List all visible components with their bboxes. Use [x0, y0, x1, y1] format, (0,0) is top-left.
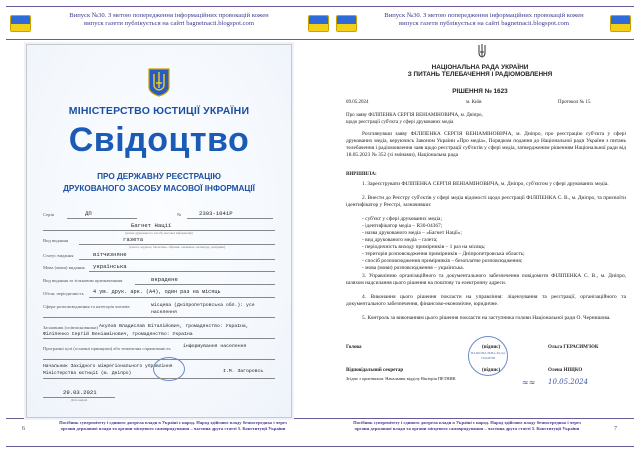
decision-org-line-1: НАЦІОНАЛЬНА РАДА УКРАЇНИ — [431, 64, 529, 71]
media-name-value: Багнет Нації — [131, 222, 172, 229]
distribution-label: Сфера розповсюдження та категорія читачів — [43, 304, 130, 309]
ukraine-flag-icon — [336, 15, 357, 32]
issuer-value: Начальник Західного міжрегіонального управління Міністерства юстиції (м. Дніпро) — [43, 364, 173, 376]
chair-sign: (підпис) — [482, 345, 501, 350]
decision-city: м. Київ — [466, 100, 482, 105]
secretary-sign: (підпис) — [482, 368, 501, 373]
ministry-title: МІНІСТЕРСТВО ЮСТИЦІЇ УКРАЇНИ — [68, 105, 250, 117]
ukraine-flag-icon — [10, 15, 31, 32]
series-label: Серія — [43, 212, 54, 217]
right-page-header — [360, 12, 608, 28]
language-value: українська — [93, 263, 127, 270]
decision-item: - ідентифікатор медіа – R30-04367; — [362, 223, 443, 229]
decision-item: - суб'єкт у сфері друкованих медіа; — [362, 216, 442, 222]
signer-value: І.М. Загоровсь — [223, 369, 264, 374]
issue-date-value: 29.03.2021 — [63, 389, 97, 396]
left-page-header — [34, 12, 304, 28]
status-value: вітчизняне — [93, 251, 127, 258]
program-label: Програмні цілі (основні принципи) або тематична спрямованість — [43, 346, 171, 351]
decision-point-1: 1. Зареєструвати ФІЛІПЕНКА СЕРГІЯ ВЕНІАМІНОВИЧА, м. Дніпро, суб'єктом у сфері друкованих медіа. — [362, 181, 609, 187]
footer-rule-top — [6, 418, 634, 419]
scope-label: Вид видання за тільковим призначенням — [43, 278, 123, 283]
founders-value: Акулов Владислав Віталійович, громадянство: Україна, Філіпенко Сергій Веніамінович, громадянство: Україна — [43, 324, 249, 337]
decision-resolved: ВИРІШИЛА: — [346, 172, 377, 177]
certificate-subtitle-1: ПРО ДЕРЖАВНУ РЕЄСТРАЦІЮ — [97, 172, 221, 181]
page-number-right: 7 — [614, 426, 617, 432]
decision-subject-1: Про заяву ФІЛІПЕНКА СЕРГІЯ ВЕНІАМІНОВИЧА, м. Дніпро, — [346, 113, 483, 118]
periodicity-value: 4 ум. друк. арк. (А4), один раз на місяць — [93, 289, 221, 295]
header-rule-top — [6, 6, 634, 7]
founders-label: Засновник (співзасновники) — [43, 325, 99, 330]
decision-protocol: Протокол № 15 — [558, 100, 591, 105]
footer-line-1: Посібник суверенітету і єдиного джерела влади в Україні є народ. Народ здійснює владу безпосередньо і через — [59, 420, 287, 425]
page-number-left: 6 — [22, 426, 25, 432]
trident-emblem-icon — [476, 44, 488, 59]
decision-item: - спосіб розповсюдження примірників – безоплатне розповсюдження; — [362, 258, 523, 264]
number-label: № — [177, 212, 182, 217]
footer-rule-bottom — [6, 446, 634, 447]
header-rule-bottom — [6, 39, 634, 40]
secretary-name: Олена НІЩКО — [548, 368, 583, 373]
certificate-subtitle-2: ДРУКОВАНОГО ЗАСОБУ МАСОВОЇ ІНФОРМАЦІЇ — [63, 184, 255, 193]
decision-item: - назва друкованого медіа – «Багнет Нації»; — [362, 230, 462, 236]
decision-intro: Розглянувши заяву ФІЛІПЕНКА СЕРГІЯ ВЕНІАМІНОВИЧА, м. Дніпро, про реєстрацію суб'єкта у сфері друкованих медіа, керуючись Законом України «Про медіа», Порядком подання до Національної ради України з питань телебачення і радіомовлення заяв щодо реєстрації суб'єктів у сфері медіа, затвердженим рішенням Національної ради від 18.05.2023 № 352 (зі змінами), Національна рада — [346, 131, 626, 158]
issue-date-caption: Дата видачі — [70, 398, 88, 402]
handwritten-date: 10.05.2024 — [548, 378, 589, 386]
handwritten-signature: ≈≈ — [522, 378, 536, 387]
decision-point-5: 5. Контроль за виконанням цього рішення покласти на заступника голови Національної ради О. Чернишова. — [362, 315, 611, 321]
decision-heading: РІШЕННЯ № 1623 — [452, 88, 508, 95]
ukraine-flag-icon — [610, 15, 631, 32]
decision-point-2: 2. Внести до Реєстру суб'єктів у сфері медіа відомості щодо реєстрації ФІЛІПЕНКА С. В., м. Дніпро, та присвоїти ідентифікатор у Реєстрі, зазначивши: — [346, 195, 626, 208]
agreement-note: Згідно з оригіналом. Начальник відділу Вікторія ПЕТНИК — [346, 376, 456, 381]
media-name-caption: (назва друкованого засобу масової інформації) — [125, 231, 193, 235]
left-page-footer — [32, 420, 314, 432]
ukraine-flag-icon — [308, 15, 329, 32]
scope-value: вкрадене — [151, 276, 178, 283]
secretary-label: Відповідальний секретар — [346, 368, 404, 373]
decision-item: - мова (мови) розповсюдження – українська. — [362, 265, 465, 271]
footer-line-2: органи державної влади та органи місцевого самоврядування – частина друга статті 5. Конституції України — [354, 426, 580, 431]
header-line-2: випуск газети публікується на сайті bagnetnacii.blogspot.com — [399, 20, 569, 27]
right-page-footer — [326, 420, 608, 432]
decision-point-3: 3. Управлінню організаційного та документального забезпечення повідомити ФІЛІПЕНКА С. В., м. Дніпро, шляхом надсилання цього рішення на поштову та електронну адреси. — [346, 273, 626, 286]
chair-label: Голова — [346, 345, 362, 350]
header-line-1: Випуск №30. З метою попередження інформаційних провокацій кожен — [384, 12, 584, 19]
decision-date: 09.05.2024 — [346, 100, 369, 105]
language-label: Мова (мови) видання — [43, 265, 85, 270]
registration-certificate — [26, 44, 292, 418]
decision-org-line-2: З ПИТАНЬ ТЕЛЕБАЧЕННЯ І РАДІОМОВЛЕННЯ — [407, 71, 553, 78]
header-line-1: Випуск №30. З метою попередження інформаційних провокацій кожен — [69, 12, 269, 19]
type-caption: (газета, журнал, бюлетень, збірник, альманах, календар, довідник) — [128, 245, 226, 249]
distribution-value: місцева (Дніпропетровська обл.): усе населення — [151, 303, 255, 315]
decision-items — [346, 216, 626, 272]
decision-item: - періодичність виходу примірників – 1 раз на місяць; — [362, 244, 486, 250]
header-line-2: випуск газети публікується на сайті bagnetnacii.blogspot.com — [84, 20, 254, 27]
footer-line-2: органи державної влади та органи місцевого самоврядування – частина друга статті 5. Конституції України — [60, 426, 286, 431]
stamp-text: НАЦІОНАЛЬНА РАДА УКРАЇНИ — [470, 351, 506, 360]
decision-item: - територія розповсюдження примірників – Дніпропетровська область; — [362, 251, 525, 257]
series-value: ДП — [85, 210, 92, 217]
type-value: газета — [123, 236, 144, 243]
status-label: Статус видання — [43, 253, 74, 258]
trident-emblem-icon — [147, 67, 171, 97]
decision-point-4: 4. Виконання цього рішення покласти на управління: ліцензування та реєстрації, організаційного та документального забезпечення, фінансово-економічне, юридичне. — [346, 294, 626, 307]
footer-line-1: Посібник суверенітету і єдиного джерела влади в Україні є народ. Народ здійснює владу безпосередньо і через — [353, 420, 581, 425]
program-value: інформування населення — [183, 344, 247, 349]
decision-item: - вид друкованого медіа – газета; — [362, 237, 438, 243]
certificate-title: Свідоцтво — [68, 121, 250, 159]
periodicity-label: Обсяг, періодичність — [43, 291, 84, 296]
type-label: Вид видання — [43, 238, 69, 243]
chair-name: Ольга ГЕРАСИМ'ЮК — [548, 345, 599, 350]
number-value: 2303-1041Р — [199, 210, 233, 217]
decision-subject-2: щодо реєстрації суб'єкта у сфері друкованих медіа — [346, 120, 454, 125]
